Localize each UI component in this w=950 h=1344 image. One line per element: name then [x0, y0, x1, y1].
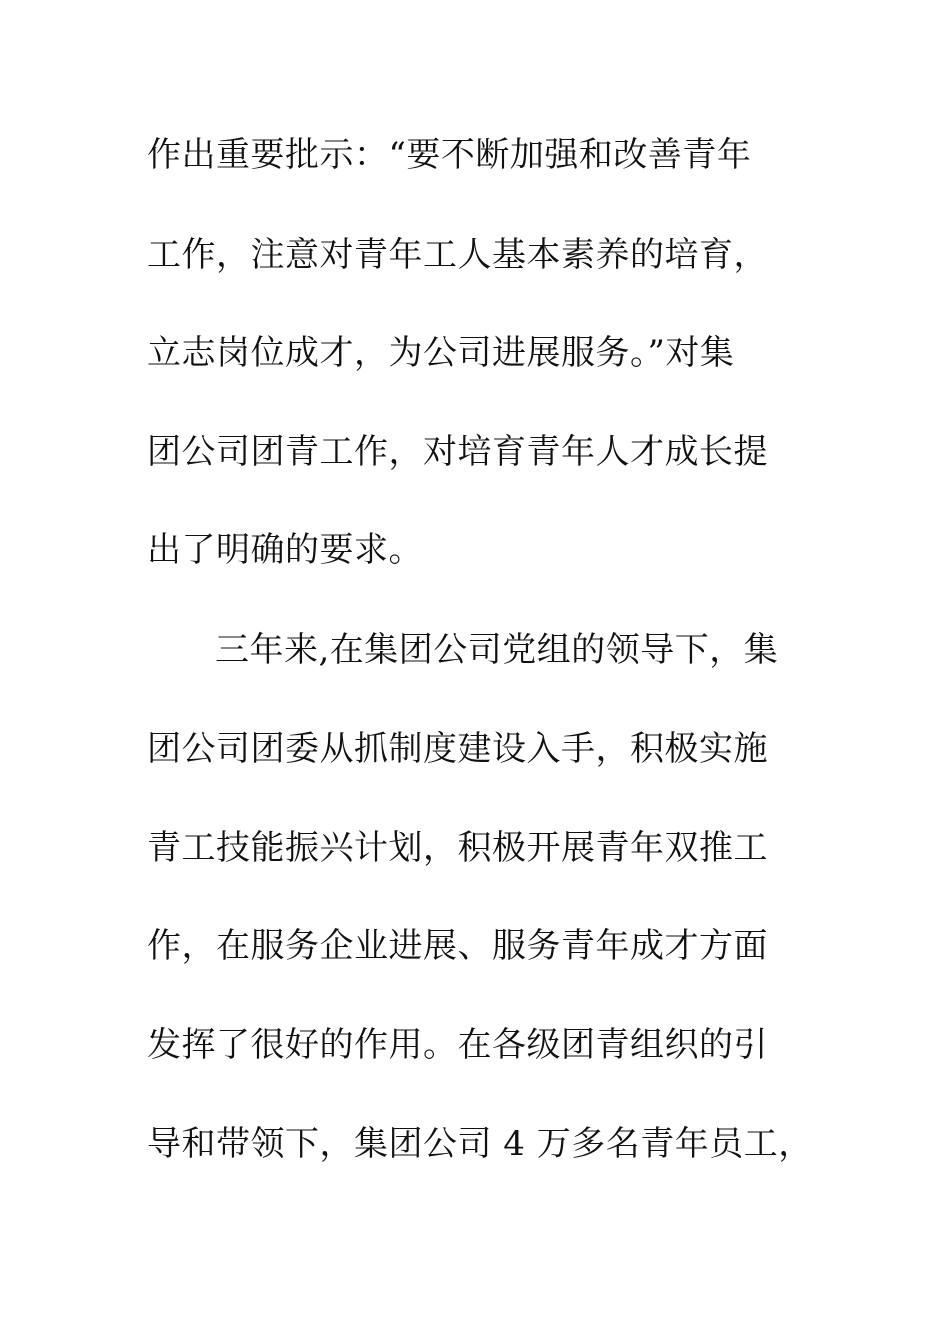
text-line: 团公司团委从抓制度建设入手，积极实施 — [147, 729, 768, 769]
text-line: 团公司团青工作，对培育青年人才成长提 — [147, 432, 768, 472]
text-line: 作出重要批示：“要不断加强和改善青年 — [147, 135, 752, 175]
text-line: 出了明确的要求。 — [147, 530, 423, 570]
text-line: 青工技能振兴计划，积极开展青年双推工 — [147, 828, 768, 868]
text-line: 立志岗位成才，为公司进展服务。”对集 — [147, 333, 735, 373]
text-line: 工作，注意对青年工人基本素养的培育， — [147, 235, 768, 275]
text-line: 作，在服务企业进展、服务青年成才方面 — [147, 926, 768, 966]
paragraph-first-line: 三年来,在集团公司党组的领导下，集 — [215, 630, 779, 670]
text-line: 发挥了很好的作用。在各级团青组织的引 — [147, 1025, 768, 1065]
text-line: 导和带领下，集团公司 4 万多名青年员工， — [147, 1124, 813, 1164]
